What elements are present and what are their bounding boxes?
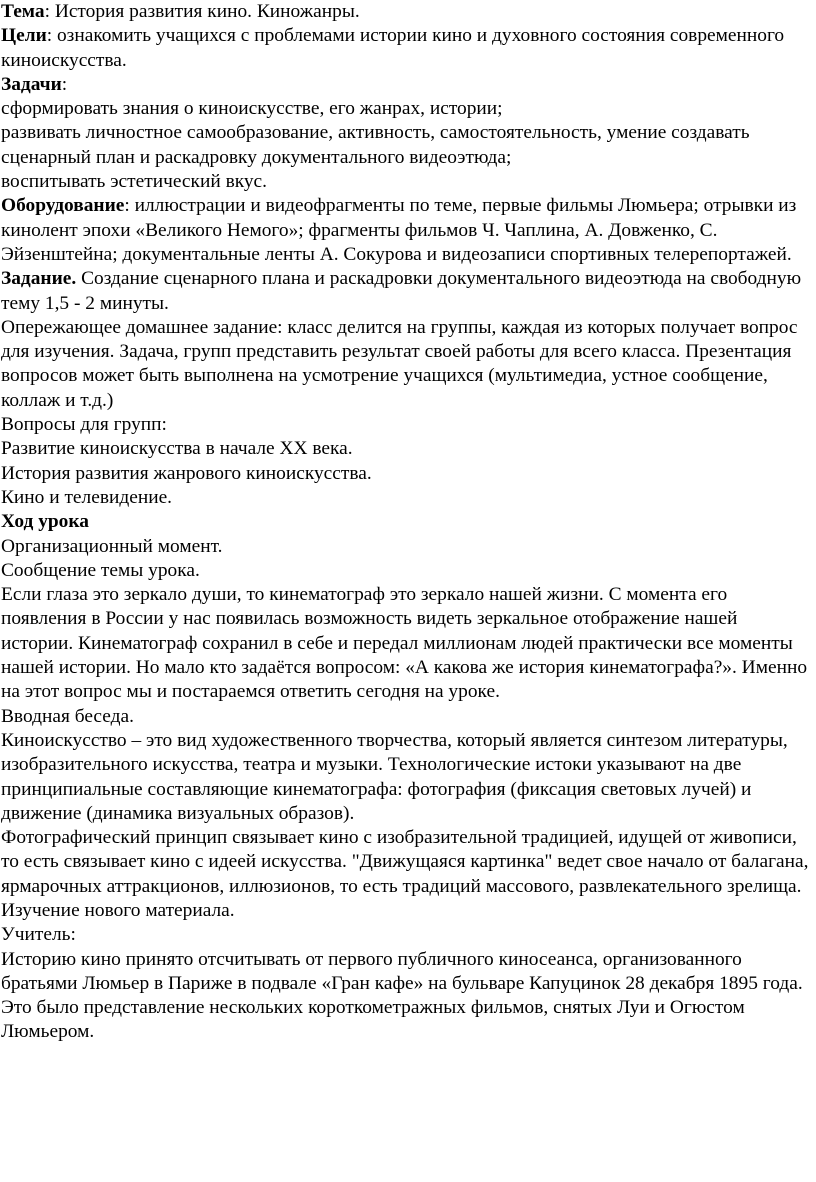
goals-text: : ознакомить учащихся с проблемами истории кино и духовного состояния современного киноискусства. [1,25,785,71]
goals-paragraph [1,24,809,73]
homework-paragraph: Опережающее домашнее задание: класс делится на группы, каждая из которых получает вопрос для изучения. Задача, групп представить результат своей работы для всего класса. Презентация вопросов может быть выполнена на усмотрение учащихся (мультимедиа, устное сообщение, коллаж и т.д.) [1,316,798,411]
lesson-paragraph-8: Учитель: [1,924,76,946]
lesson-paragraph-4: Вводная беседа. [1,705,134,727]
lesson-paragraph-1: Организационный момент. [1,535,223,557]
assignment-paragraph [1,267,809,316]
task-item-3: воспитывать эстетический вкус. [1,171,268,193]
equipment-paragraph [1,194,809,267]
tasks-label: Задачи [1,73,62,95]
questions-heading: Вопросы для групп: [1,414,167,436]
question-item-3: Кино и телевидение. [1,486,173,508]
equipment-text: : иллюстрации и видеофрагменты по теме, первые фильмы Люмьера; отрывки из кинолент эпохи «Великого Немого»; фрагменты фильмов Ч. Чаплина, А. Довженко, С. Эйзенштейна; документальные ленты А. Сокурова и видеозаписи спортивных телерепортажей. [1,195,797,265]
lesson-paragraph-5: Киноискусство – это вид художественного творчества, который является синтезом литературы, изобразительного искусства, театра и музыки. Технологические истоки указывают на две принципиальные составляющие кинематографа: фотография (фиксация световых лучей) и движение (динамика визуальных образов). [1,729,788,824]
lesson-paragraph-10: Это было представление нескольких короткометражных фильмов, снятых Луи и Огюстом Люмьером. [1,997,745,1043]
question-item-1: Развитие киноискусства в начале XX века. [1,438,353,460]
task-item-1: сформировать знания о киноискусстве, его жанрах, истории; [1,98,503,120]
assignment-label: Задание. [1,268,77,290]
topic-text: : История развития кино. Киножанры. [44,1,360,22]
lesson-heading [1,510,809,534]
lesson-paragraph-3: Если глаза это зеркало души, то кинематограф это зеркало нашей жизни. С момента его появления в России у нас появилась возможность видеть зеркальное отображение нашей истории. Кинематограф сохранил в себе и передал миллионам людей практически все моменты нашей истории. Но мало кто задаётся вопросом: «А какова же история кинематографа?». Именно на этот вопрос мы и постараемся ответить сегодня на уроке. [1,584,808,703]
goals-label: Цели [1,25,47,47]
topic-label: Тема [1,1,45,22]
topic-line [1,0,809,24]
lesson-paragraph-7: Изучение нового материала. [1,899,235,921]
lesson-paragraph-6: Фотографический принцип связывает кино с изобразительной традицией, идущей от живописи, то есть связывает кино с идеей искусства. "Движущаяся картинка" ведет свое начало от балагана, ярмарочных аттракционов, иллюзионов, то есть традиций массового, развлекательного зрелища. [1,827,809,897]
lesson-paragraph-9: Историю кино принято отсчитывать от первого публичного киносеанса, организованного братьями Люмьер в Париже в подвале «Гран кафе» на бульваре Капуцинок 28 декабря 1895 года. [1,948,803,994]
task-item-2: развивать личностное самообразование, активность, самостоятельность, умение создавать сценарный план и раскадровку документального видеоэтюда; [1,122,750,168]
assignment-text: Создание сценарного плана и раскадровки документального видеоэтюда на свободную тему 1,5 - 2 минуты. [1,268,802,314]
equipment-label: Оборудование [1,195,125,217]
tasks-heading [1,73,809,97]
lesson-heading-text: Ход урока [1,511,89,533]
tasks-colon: : [61,73,68,95]
question-item-2: История развития жанрового киноискусства. [1,462,372,484]
lesson-paragraph-2: Сообщение темы урока. [1,559,200,581]
